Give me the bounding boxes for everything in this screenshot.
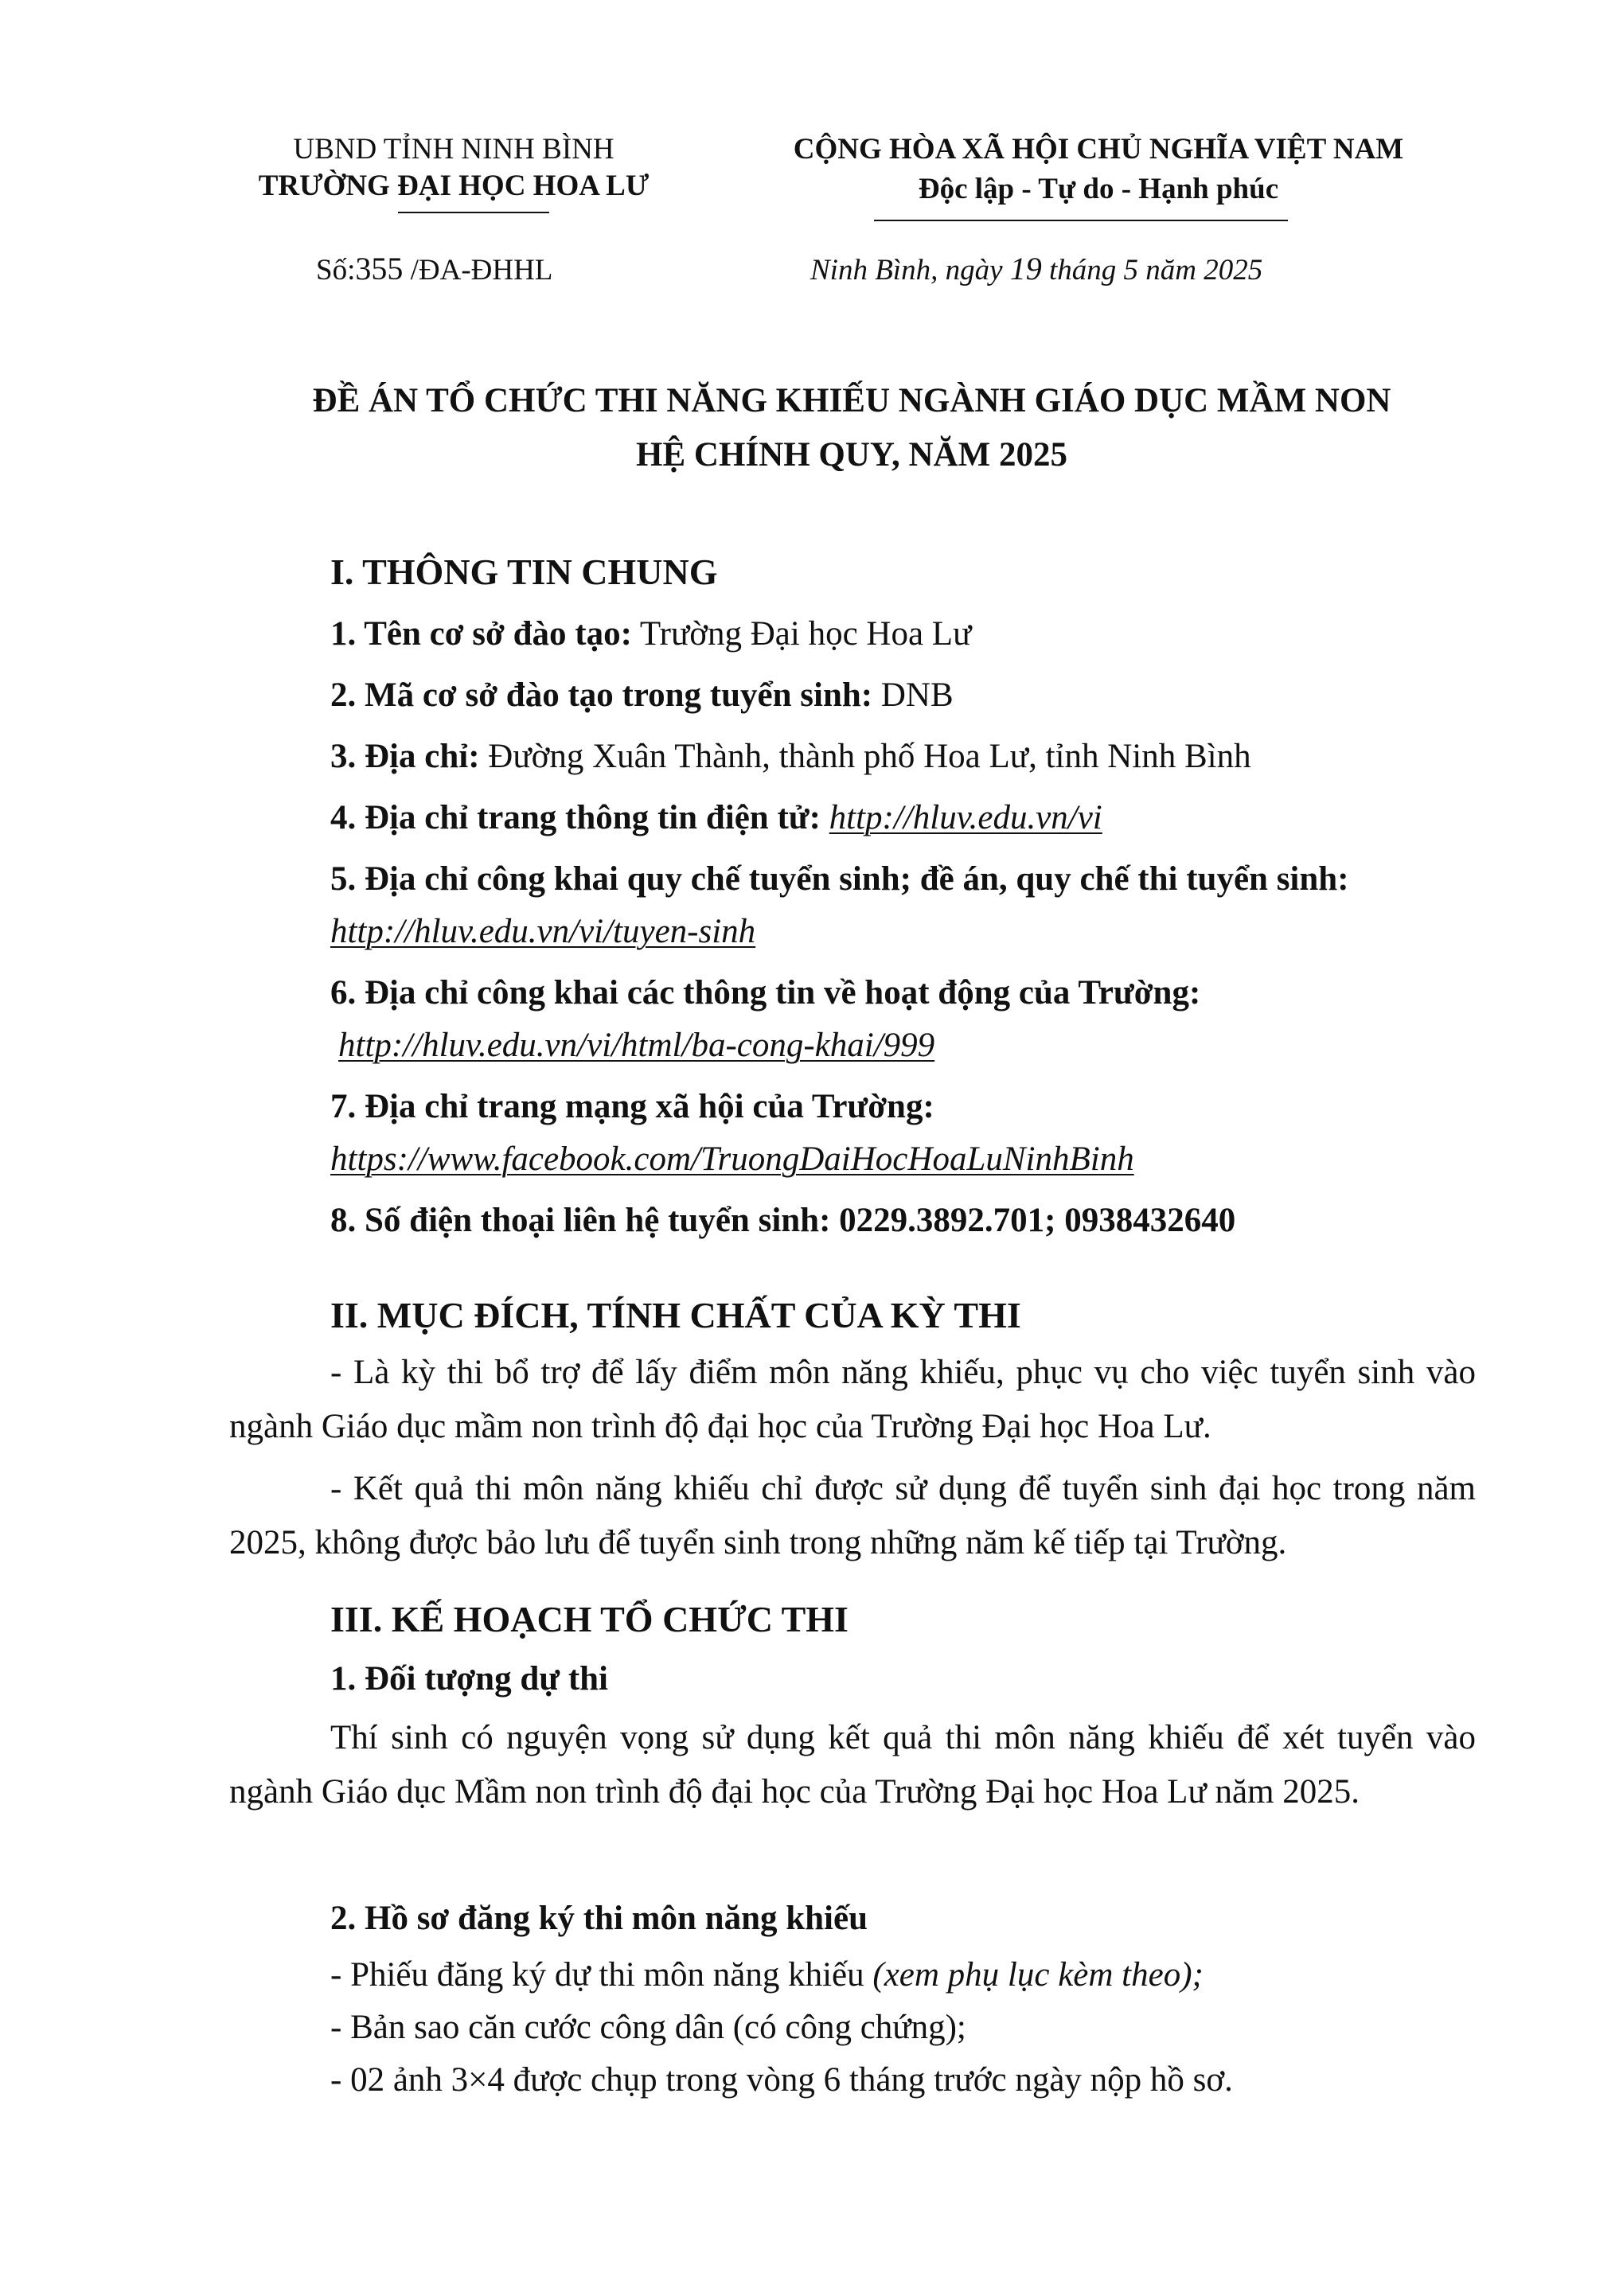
issuer-school: TRƯỜNG ĐẠI HỌC HOA LƯ [258, 170, 650, 202]
disclosure-link[interactable]: http://hluv.edu.vn/vi/html/ba-cong-khai/999 [338, 1027, 935, 1064]
document-number [316, 249, 552, 290]
document-title-line2: HỆ CHÍNH QUY, NĂM 2025 [636, 436, 1067, 474]
info-item-5-label: 5. Địa chỉ công khai quy chế tuyển sinh; đề án, quy chế thi tuyển sinh: [330, 860, 1349, 898]
section2-heading: II. MỤC ĐÍCH, TÍNH CHẤT CỦA KỲ THI [330, 1295, 1021, 1335]
info-item-8 [330, 1201, 1235, 1240]
number-prefix: Số: [316, 254, 356, 287]
date-prefix: Ninh Bình, ngày [810, 254, 1010, 287]
section3-sub1-paragraph: Thí sinh có nguyện vọng sử dụng kết quả thi môn năng khiếu để xét tuyển vào ngành Giáo dục Mầm non trình độ đại học của Trường Đại học Hoa Lư năm 2025. [229, 1719, 1476, 1811]
section3-sub2-heading: 2. Hồ sơ đăng ký thi môn năng khiếu [330, 1900, 868, 1937]
document-list-item-1-text: - Phiếu đăng ký dự thi môn năng khiếu [330, 1956, 873, 1994]
info-item-1 [330, 614, 971, 653]
info-item-7-label: 7. Địa chỉ trang mạng xã hội của Trường: [330, 1088, 934, 1125]
info-item-2 [330, 676, 954, 715]
document-title-line1: ĐỀ ÁN TỔ CHỨC THI NĂNG KHIẾU NGÀNH GIÁO DỤC MẦM NON [312, 382, 1391, 419]
issuer-underline [398, 212, 549, 213]
number-suffix: /ĐA-ĐHHL [403, 254, 553, 287]
section2-paragraph-2: - Kết quả thi môn năng khiếu chỉ được sử dụng để tuyển sinh đại học trong năm 2025, không được bảo lưu để tuyển sinh trong những năm kế tiếp tại Trường. [229, 1470, 1476, 1561]
national-title: CỘNG HÒA XÃ HỘI CHỦ NGHĨA VIỆT NAM [793, 133, 1404, 166]
document-list-item-2: - Bản sao căn cước công dân (có công chứng); [330, 2009, 966, 2046]
document-list-item-1 [330, 1955, 1204, 1994]
website-link[interactable]: http://hluv.edu.vn/vi [829, 799, 1102, 836]
document-list-item-3: - 02 ảnh 3×4 được chụp trong vòng 6 tháng trước ngày nộp hồ sơ. [330, 2061, 1233, 2099]
date-day: 19 [1009, 251, 1042, 287]
motto-underline [874, 220, 1288, 221]
info-item-4-label: 4. Địa chỉ trang thông tin điện tử: [330, 799, 821, 836]
info-item-4 [330, 798, 1102, 837]
info-item-3-value: Đường Xuân Thành, thành phố Hoa Lư, tỉnh Ninh Bình [479, 738, 1251, 775]
section3-heading: III. KẾ HOẠCH TỔ CHỨC THI [330, 1599, 849, 1639]
number-value: 355 [355, 251, 404, 287]
issuer-province: UBND TỈNH NINH BÌNH [293, 133, 614, 166]
info-item-3 [330, 737, 1251, 776]
document-date [810, 249, 1262, 290]
facebook-link[interactable]: https://www.facebook.com/TruongDaiHocHoaLuNinhBinh [330, 1140, 1134, 1178]
info-item-1-label: 1. Tên cơ sở đào tạo: [330, 615, 632, 653]
admission-link[interactable]: http://hluv.edu.vn/vi/tuyen-sinh [330, 913, 756, 950]
info-item-2-label: 2. Mã cơ sở đào tạo trong tuyển sinh: [330, 676, 873, 714]
document-list-item-1-note: (xem phụ lục kèm theo); [872, 1956, 1204, 1994]
section2-paragraph-1: - Là kỳ thi bổ trợ để lấy điểm môn năng khiếu, phục vụ cho việc tuyển sinh vào ngành Giáo dục mầm non trình độ đại học của Trường Đại học Hoa Lư. [229, 1354, 1476, 1445]
info-item-3-label: 3. Địa chỉ: [330, 738, 480, 775]
section3-sub1-heading: 1. Đối tượng dự thi [330, 1660, 608, 1698]
info-item-2-value: DNB [872, 676, 954, 714]
national-motto: Độc lập - Tự do - Hạnh phúc [918, 173, 1279, 205]
info-item-8-value: ; 0938432640 [1044, 1202, 1236, 1239]
section1-heading: I. THÔNG TIN CHUNG [330, 552, 718, 592]
info-item-6-label: 6. Địa chỉ công khai các thông tin về hoạt động của Trường: [330, 974, 1201, 1012]
info-item-1-value: Trường Đại học Hoa Lư [631, 615, 972, 653]
info-item-8-label: 8. Số điện thoại liên hệ tuyển sinh: 0229.3892.701 [330, 1202, 1045, 1239]
date-suffix: tháng 5 năm 2025 [1041, 254, 1263, 287]
